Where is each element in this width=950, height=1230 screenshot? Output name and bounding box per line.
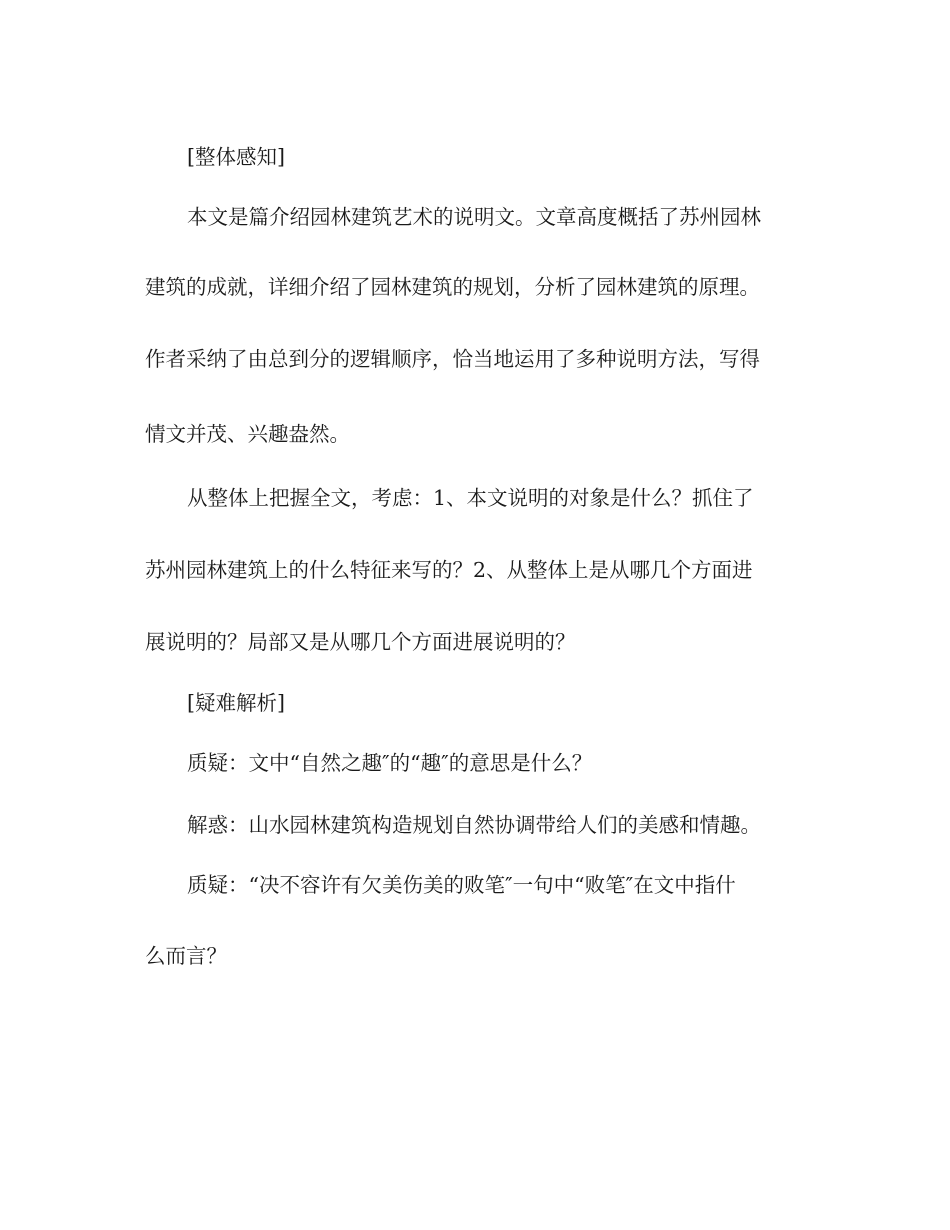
paragraph-line: 展说明的？局部又是从哪几个方面进展说明的？ bbox=[145, 630, 576, 654]
section-heading-overall: [整体感知] bbox=[187, 145, 285, 169]
paragraph-line: 情文并茂、兴趣盎然。 bbox=[145, 422, 350, 446]
question-line: 质疑：“决不容许有欠美伤美的败笔″一句中“败笔″在文中指什 bbox=[187, 873, 736, 897]
answer-line: 解惑：山水园林建筑构造规划自然协调带给人们的美感和情趣。 bbox=[187, 813, 761, 837]
paragraph-line: 从整体上把握全文，考虑：1、本文说明的对象是什么？抓住了 bbox=[187, 486, 754, 510]
paragraph-line: 作者采纳了由总到分的逻辑顺序，恰当地运用了多种说明方法，写得 bbox=[145, 347, 760, 371]
paragraph-line: 建筑的成就，详细介绍了园林建筑的规划，分析了园林建筑的原理。 bbox=[145, 275, 760, 299]
paragraph-line: 苏州园林建筑上的什么特征来写的？2、从整体上是从哪几个方面进 bbox=[145, 558, 753, 582]
question-line: 质疑：文中“自然之趣″的“趣″的意思是什么？ bbox=[187, 751, 593, 775]
question-line: 么而言？ bbox=[145, 944, 227, 968]
section-heading-difficult: [疑难解析] bbox=[187, 691, 285, 715]
paragraph-line: 本文是篇介绍园林建筑艺术的说明文。文章高度概括了苏州园林 bbox=[187, 205, 761, 229]
